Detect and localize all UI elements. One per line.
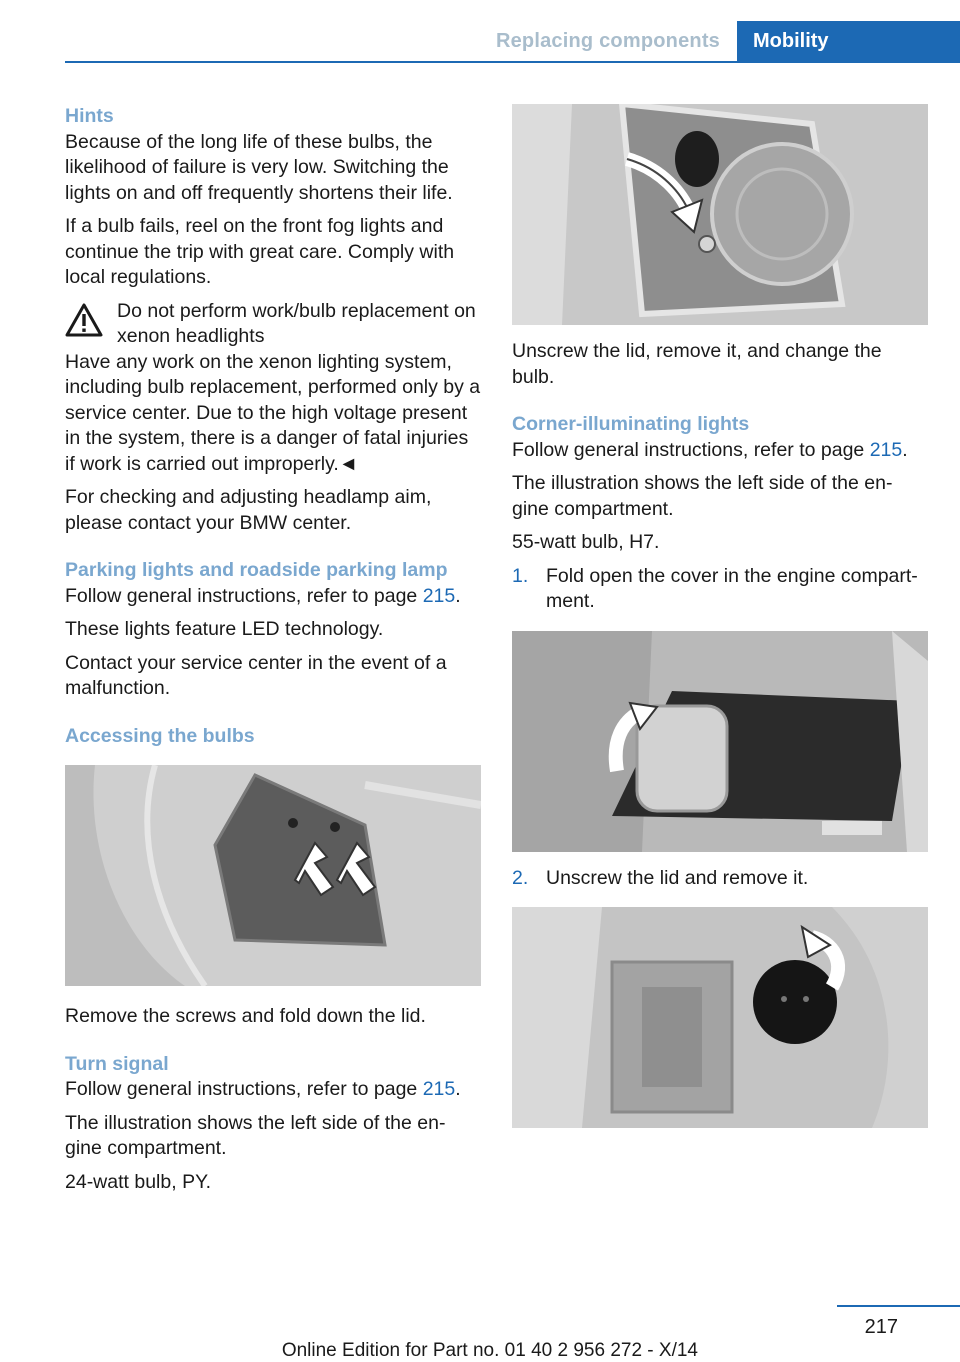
page-link-215[interactable]: 215 xyxy=(422,1078,456,1100)
page-number: 217 xyxy=(864,1316,898,1338)
steps-list xyxy=(512,866,928,892)
section-title: Replacing components xyxy=(495,30,720,52)
step-number: 2. xyxy=(512,866,529,889)
edition-footer: Online Edition for Part no. 01 40 2 956 272 - X/14 xyxy=(281,1340,698,1361)
cover-open-illustration xyxy=(512,631,928,852)
turn-paragraph-2: The illustration shows the left side of the en‐gine compartment. xyxy=(65,1111,446,1159)
corner-paragraph-2: The illustration shows the left side of the en‐gine compartment. xyxy=(512,472,893,520)
step-text: Fold open the cover in the engine compart‐ment. xyxy=(546,564,918,612)
lid-unscrew-illustration xyxy=(512,104,928,325)
hints-paragraph-1: Because of the long life of these bulbs, the likelihood of failure is very low. Switching the lights on and off frequently shortens their life. xyxy=(65,130,453,204)
turn-paragraph-1: Follow general instructions, refer to page 215. xyxy=(65,1078,461,1100)
lid-remove-illustration xyxy=(512,907,928,1128)
warning-title: Do not perform work/bulb replacement on xenon headlights xyxy=(117,299,476,347)
warning-triangle-icon xyxy=(65,303,103,337)
turn-ref-text: Follow general instructions, refer to page xyxy=(65,1078,423,1100)
warning-block xyxy=(65,299,481,350)
parking-ref-text: Follow general instructions, refer to page xyxy=(65,584,423,607)
hints-heading: Hints xyxy=(65,105,114,127)
step-text: Unscrew the lid and remove it. xyxy=(546,866,809,889)
step-item xyxy=(512,564,928,615)
page-link-215[interactable]: 215 xyxy=(869,438,903,461)
step-number: 1. xyxy=(512,564,529,587)
page-header xyxy=(0,0,960,64)
turn-signal-heading: Turn signal xyxy=(65,1052,169,1075)
corner-ref-text: Follow general instructions, refer to page xyxy=(512,438,870,461)
parking-paragraph-3: Contact your service center in the event of a malfunction. xyxy=(65,651,447,699)
left-column xyxy=(65,104,481,1195)
aim-paragraph: For checking and adjusting headlamp aim, please contact your BMW center. xyxy=(65,486,432,534)
lid-caption: Unscrew the lid, remove it, and change the bulb. xyxy=(512,340,882,388)
accessing-heading: Accessing the bulbs xyxy=(65,724,255,747)
corner-lights-heading: Corner-illuminating lights xyxy=(512,413,750,435)
warning-body: Have any work on the xenon lighting system, including bulb replacement, performed only by a service center. Due to the high voltage present in the system, there is a danger of fatal injuries if work is carried out improperly.◄ xyxy=(65,350,481,475)
bulb-access-illustration xyxy=(65,765,481,986)
parking-paragraph-2: These lights feature LED technology. xyxy=(65,618,384,640)
corner-paragraph-3: 55-watt bulb, H7. xyxy=(512,531,660,553)
corner-paragraph-1: Follow general instructions, refer to page 215. xyxy=(512,438,908,461)
parking-paragraph-1: Follow general instructions, refer to page 215. xyxy=(65,584,461,607)
right-column xyxy=(512,104,928,1128)
footer-rule xyxy=(837,1305,960,1307)
header-rule xyxy=(65,61,960,63)
turn-paragraph-3: 24-watt bulb, PY. xyxy=(65,1170,211,1193)
steps-list xyxy=(512,564,928,615)
page-link-215[interactable]: 215 xyxy=(422,584,456,607)
step-item xyxy=(512,866,928,892)
hints-paragraph-2: If a bulb fails, reel on the front fog lights and continue the trip with great care. Comply with local regulations. xyxy=(65,215,455,288)
accessing-caption: Remove the screws and fold down the lid. xyxy=(65,1005,426,1027)
chapter-tab: Mobility xyxy=(737,21,960,61)
parking-heading: Parking lights and roadside parking lamp xyxy=(65,559,448,581)
